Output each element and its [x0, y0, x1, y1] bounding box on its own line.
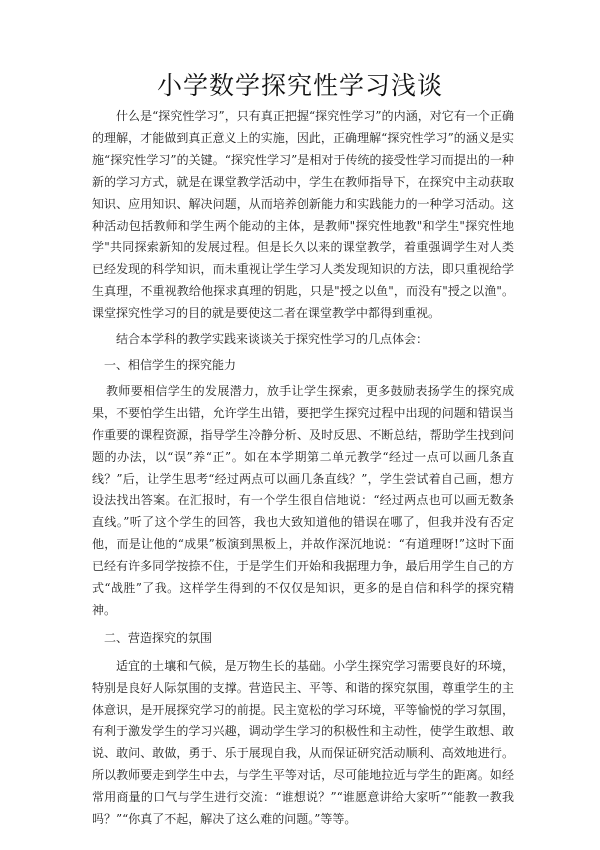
section-heading-1: 一、相信学生的探究能力	[104, 357, 237, 372]
page-title: 小学数学探究性学习浅谈	[156, 71, 443, 100]
section-heading-2: 二、营造探究的氛围	[104, 630, 213, 645]
paragraph-section-1: 教师要相信学生的发展潜力，放手让学生探索，更多鼓励表扬学生的探究成果，不要怕学生出错，允许学生出错，要把学生探究过程中出现的问题和错误当作重要的课程资源，指导学生冷静分析、及时反思、不断总结，帮助学生找到问题的办法，以“误”养“正”。如在本学期第二单元教学“经过一点可以画几条直线？”后，让学生思考“经过两点可以画几条直线？”，学生尝试着自己画，想方设法找出答案。在汇报时，有一个学生很自信地说：“经过两点也可以画无数条直线。”听了这个学生的回答，我也大致知道他的错误在哪了，但我并没有否定他，而是让他的“成果”板演到黑板上，并故作深沉地说：“有道理呀!”这时下面已经有许多同学按捺不住，于是学生们开始和我据理力争，最后用学生自己的方式“战胜”了我。这样学生得到的不仅仅是知识，更多的是自信和科学的探究精神。	[92, 383, 514, 617]
paragraph-intro: 结合本学科的教学实践来谈谈关于探究性学习的几点体会：	[116, 332, 429, 347]
paragraph-definition: 什么是“探究性学习”，只有真正把握“探究性学习”的内涵，对它有一个正确的理解，才能做到真正意义上的实施，因此，正确理解“探究性学习”的涵义是实施“探究性学习”的关键。“探究性学习”是相对于传统的接受性学习而提出的一种新的学习方式，就是在课堂教学活动中，学生在教师指导下，在探究中主动获取知识、应用知识、解决问题，从而培养创新能力和实践能力的一种学习活动。这种活动包括教师和学生两个能动的主体，是教师"探究性地教"和学生"探究性地学"共同探索新知的发展过程。但是长久以来的课堂教学，着重强调学生对人类已经发现的科学知识，而未重视让学生学习人类发现知识的方法，即只重视给学生真理，不重视教给他探求真理的钥匙，只是"授之以鱼"，而没有"授之以渔"。课堂探究性学习的目的就是要使这二者在课堂教学中都得到重视。	[92, 109, 514, 321]
document-body	[92, 106, 514, 831]
paragraph-section-2: 适宜的土壤和气候，是万物生长的基础。小学生探究学习需要良好的环境，特别是良好人际氛围的支撑。营造民主、平等、和谐的探究氛围，尊重学生的主体意识，是开展探究学习的前提。民主宽松的学习环境，平等愉悦的学习氛围，有利于激发学生的学习兴趣，调动学生学习的积极性和主动性，使学生敢想、敢说、敢问、敢做，勇于、乐于展现自我，从而保证研究活动顺利、高效地进行。所以教师要走到学生中去，与学生平等对话，尽可能地拉近与学生的距离。如经常用商量的口气与学生进行交流：“谁想说？”“谁愿意讲给大家听”“能教一教我吗？”“你真了不起，解决了这么难的问题。”等等。	[92, 658, 514, 827]
